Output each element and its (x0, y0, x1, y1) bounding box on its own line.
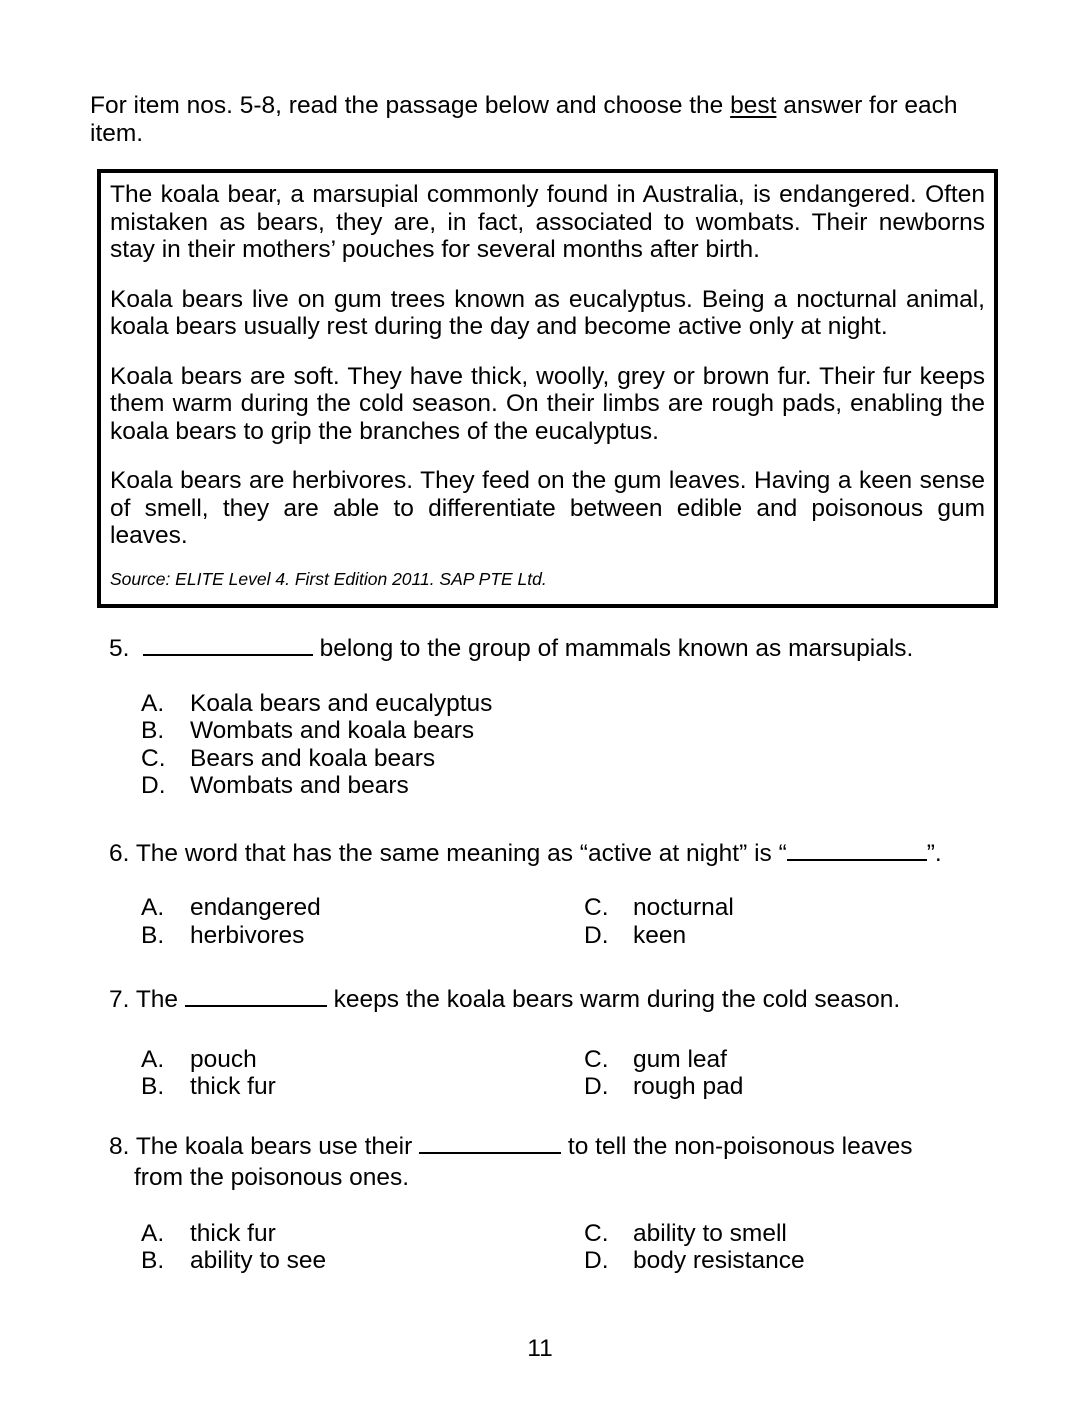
option-5c (141, 745, 435, 773)
option-6b (141, 922, 304, 950)
question-text: The word that has the same meaning as “active at night” is “ (135, 840, 787, 867)
option-letter: D. (141, 772, 166, 799)
question-6 (109, 839, 1009, 868)
option-6a (141, 894, 321, 922)
option-letter: A. (141, 690, 165, 717)
option-6d (584, 922, 686, 950)
passage-source: Source: ELITE Level 4. First Edition 2011. SAP PTE Ltd. (110, 568, 547, 589)
question-5 (109, 634, 1009, 663)
passage-paragraph-4: Koala bears are herbivores. They feed on the gum leaves. Having a keen sense of smell, they are able to differentiate between edible and poisonous gum leaves. (110, 467, 985, 549)
question-number: 7. (109, 986, 130, 1013)
option-text: pouch (190, 1046, 257, 1073)
question-text: belong to the group of mammals known as marsupials. (312, 635, 914, 662)
option-letter: C. (584, 894, 609, 921)
question-8-continuation: from the poisonous ones. (134, 1164, 410, 1191)
option-7a (141, 1046, 257, 1074)
passage-paragraph-2: Koala bears live on gum trees known as eucalyptus. Being a nocturnal animal, koala bears usually rest during the day and become active only at night. (110, 285, 985, 340)
question-number: 6. (109, 840, 130, 867)
option-text: gum leaf (633, 1046, 727, 1073)
option-letter: B. (141, 922, 165, 949)
option-text: ability to smell (633, 1220, 787, 1247)
option-5a (141, 690, 492, 718)
instructions-text-start: For item nos. 5-8, read the passage below and choose the (90, 92, 731, 119)
option-5d (141, 772, 409, 800)
option-7b (141, 1073, 276, 1101)
option-text: nocturnal (633, 894, 734, 921)
option-text: Wombats and bears (190, 772, 409, 799)
option-text: thick fur (190, 1220, 276, 1247)
option-letter: D. (584, 1073, 609, 1100)
answer-blank (787, 839, 927, 861)
question-7 (109, 985, 1009, 1014)
option-text: keen (633, 922, 687, 949)
instructions (90, 92, 995, 148)
option-letter: B. (141, 1073, 165, 1100)
question-text: The (135, 986, 185, 1013)
option-8a (141, 1220, 276, 1248)
option-letter: C. (584, 1220, 609, 1247)
instructions-text-end: answer for each item. (90, 92, 958, 147)
option-letter: D. (584, 1247, 609, 1274)
question-text-end: ”. (926, 840, 942, 867)
question-text: The koala bears use their (135, 1133, 420, 1160)
option-text: rough pad (633, 1073, 744, 1100)
option-letter: A. (141, 894, 165, 921)
option-letter: B. (141, 1247, 165, 1274)
option-7c (584, 1046, 727, 1074)
option-letter: A. (141, 1220, 165, 1247)
option-text: Wombats and koala bears (190, 717, 475, 744)
option-letter: C. (141, 745, 166, 772)
option-text: herbivores (190, 922, 305, 949)
passage-paragraph-3: Koala bears are soft. They have thick, woolly, grey or brown fur. Their fur keeps them warm during the cold season. On their limbs are rough pads, enabling the koala bears to grip the branches of the eucalyptus. (110, 362, 985, 445)
question-8 (109, 1132, 1009, 1161)
option-text: endangered (190, 894, 321, 921)
page-number: 11 (527, 1335, 553, 1362)
instructions-emphasis: best (730, 92, 777, 119)
option-7d (584, 1073, 743, 1101)
answer-blank (143, 634, 313, 656)
option-5b (141, 717, 474, 745)
answer-blank (185, 985, 327, 1007)
answer-blank (419, 1132, 561, 1154)
option-text: Koala bears and eucalyptus (190, 690, 493, 717)
option-letter: B. (141, 717, 165, 744)
question-number: 5. (109, 635, 130, 662)
question-text-end: keeps the koala bears warm during the cold season. (326, 986, 901, 1013)
passage-paragraph-1: The koala bear, a marsupial commonly found in Australia, is endangered. Often mistaken as bears, they are, in fact, associated to wombats. Their newborns stay in their mothers’ pouches for several months after birth. (110, 181, 985, 263)
option-text: ability to see (190, 1247, 327, 1274)
option-text: Bears and koala bears (190, 745, 436, 772)
option-text: body resistance (633, 1247, 805, 1274)
option-letter: A. (141, 1046, 165, 1073)
option-letter: C. (584, 1046, 609, 1073)
option-8b (141, 1247, 326, 1275)
question-number: 8. (109, 1133, 130, 1160)
option-letter: D. (584, 922, 609, 949)
reading-passage-box (97, 169, 998, 608)
option-6c (584, 894, 734, 922)
option-text: thick fur (190, 1073, 276, 1100)
option-8d (584, 1247, 805, 1275)
question-text-end: to tell the non-poisonous leaves (561, 1133, 913, 1160)
option-8c (584, 1220, 787, 1248)
